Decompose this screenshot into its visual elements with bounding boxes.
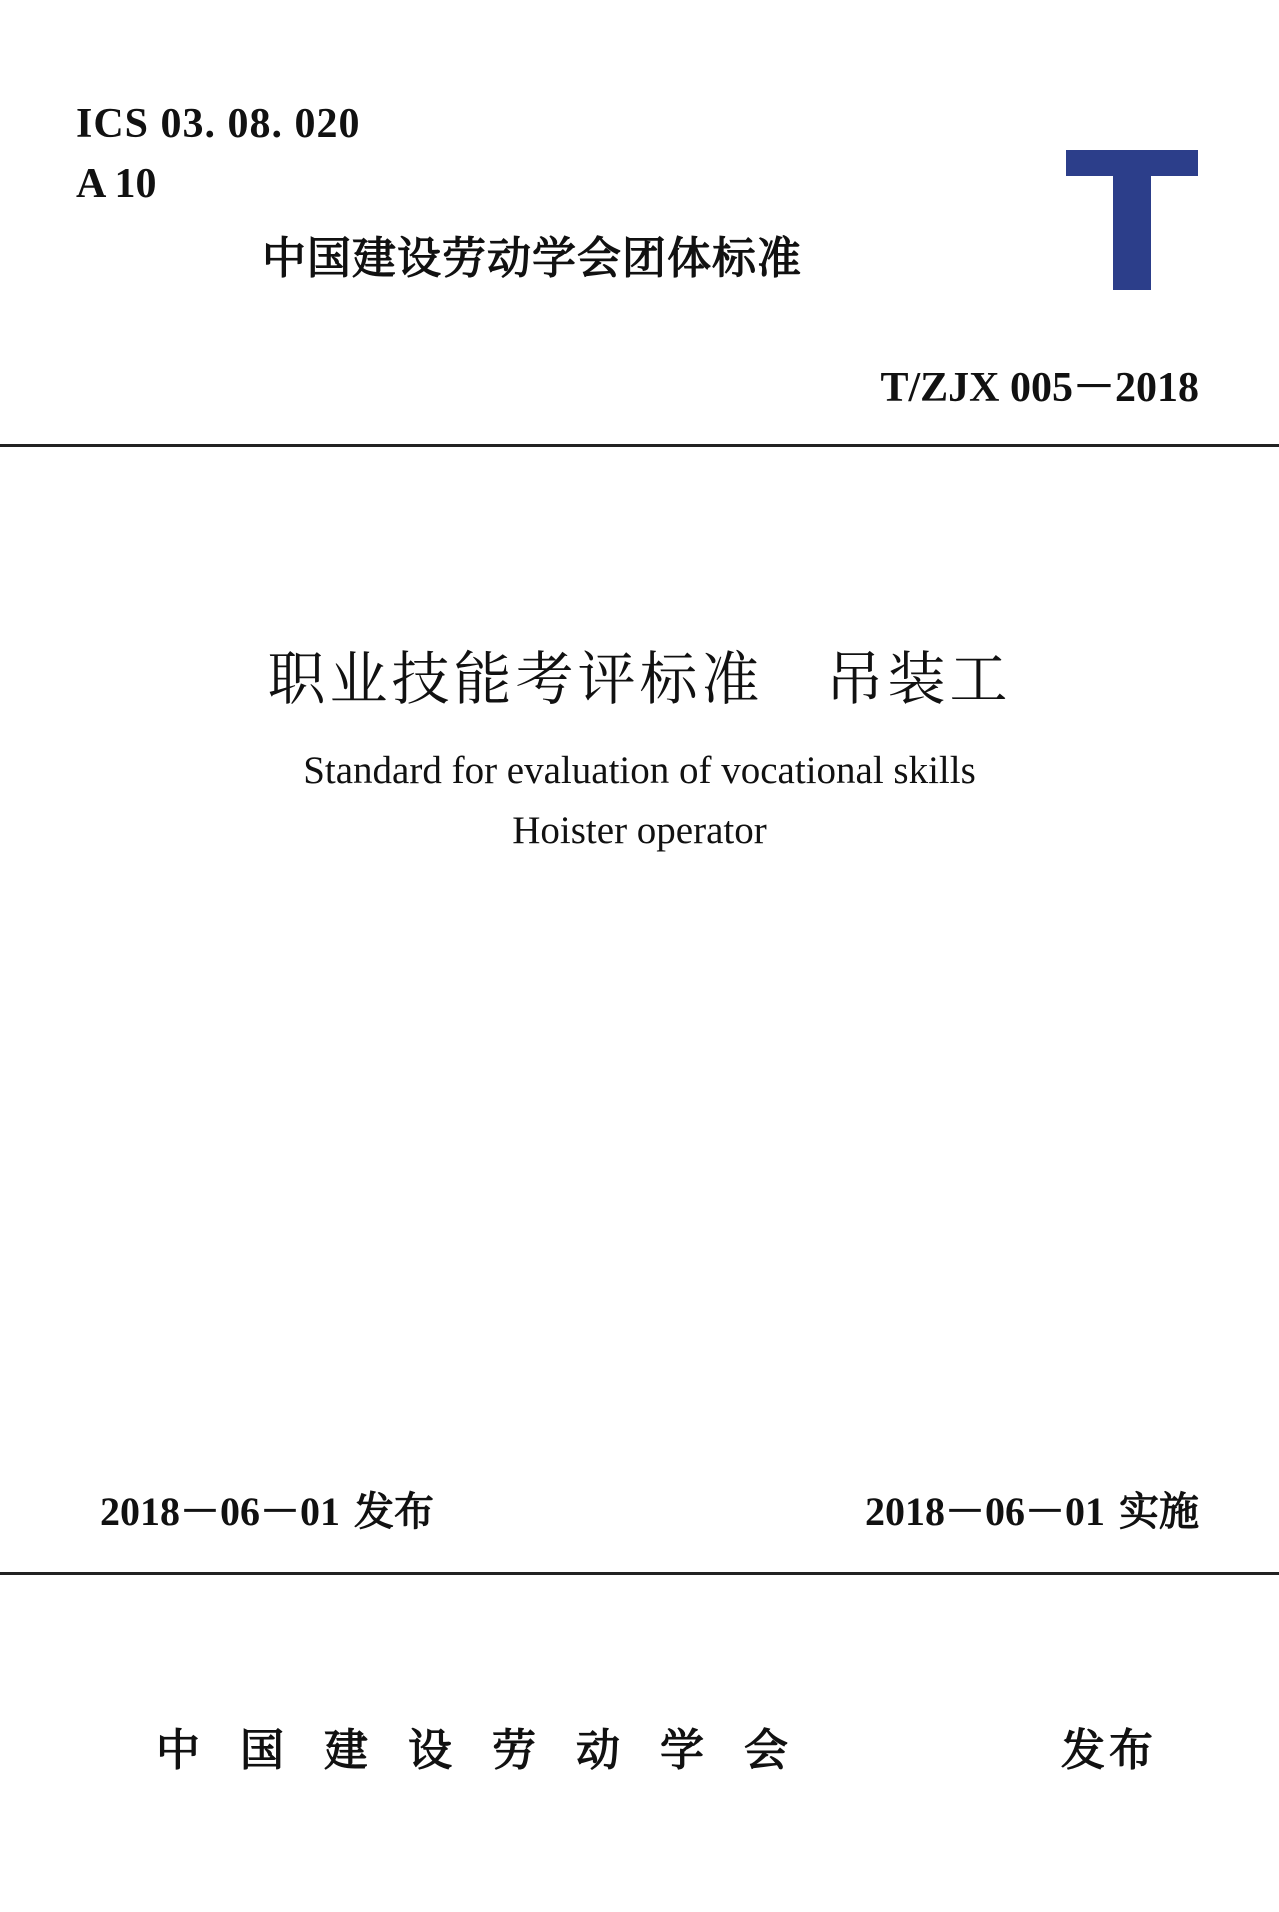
bottom-divider [0, 1572, 1279, 1575]
ics-code: ICS 03. 08. 020 [76, 101, 361, 147]
standard-number: T/ZJX 005－2018 [880, 365, 1199, 411]
implement-date-block [865, 1480, 1199, 1537]
title-chinese: 职业技能考评标准 吊装工 [267, 645, 1012, 713]
group-standard-t-logo [1066, 150, 1198, 290]
publish-label: 发布 [1061, 1725, 1157, 1776]
ccs-code: A 10 [76, 161, 157, 207]
publisher-name: 中国建设劳动学会 [156, 1725, 828, 1776]
issue-label: 发布 [354, 1489, 434, 1535]
implement-label: 实施 [1119, 1489, 1199, 1535]
title-english-line1: Standard for evaluation of vocational skills [303, 749, 976, 792]
issue-date: 2018－06－01 [100, 1489, 340, 1534]
top-divider [0, 444, 1279, 447]
issue-date-block [100, 1480, 434, 1537]
implement-date: 2018－06－01 [865, 1489, 1105, 1534]
standard-category: 中国建设劳动学会团体标准 [262, 233, 802, 284]
t-logo-stem [1113, 150, 1151, 290]
title-english-line2: Hoister operator [512, 809, 767, 852]
